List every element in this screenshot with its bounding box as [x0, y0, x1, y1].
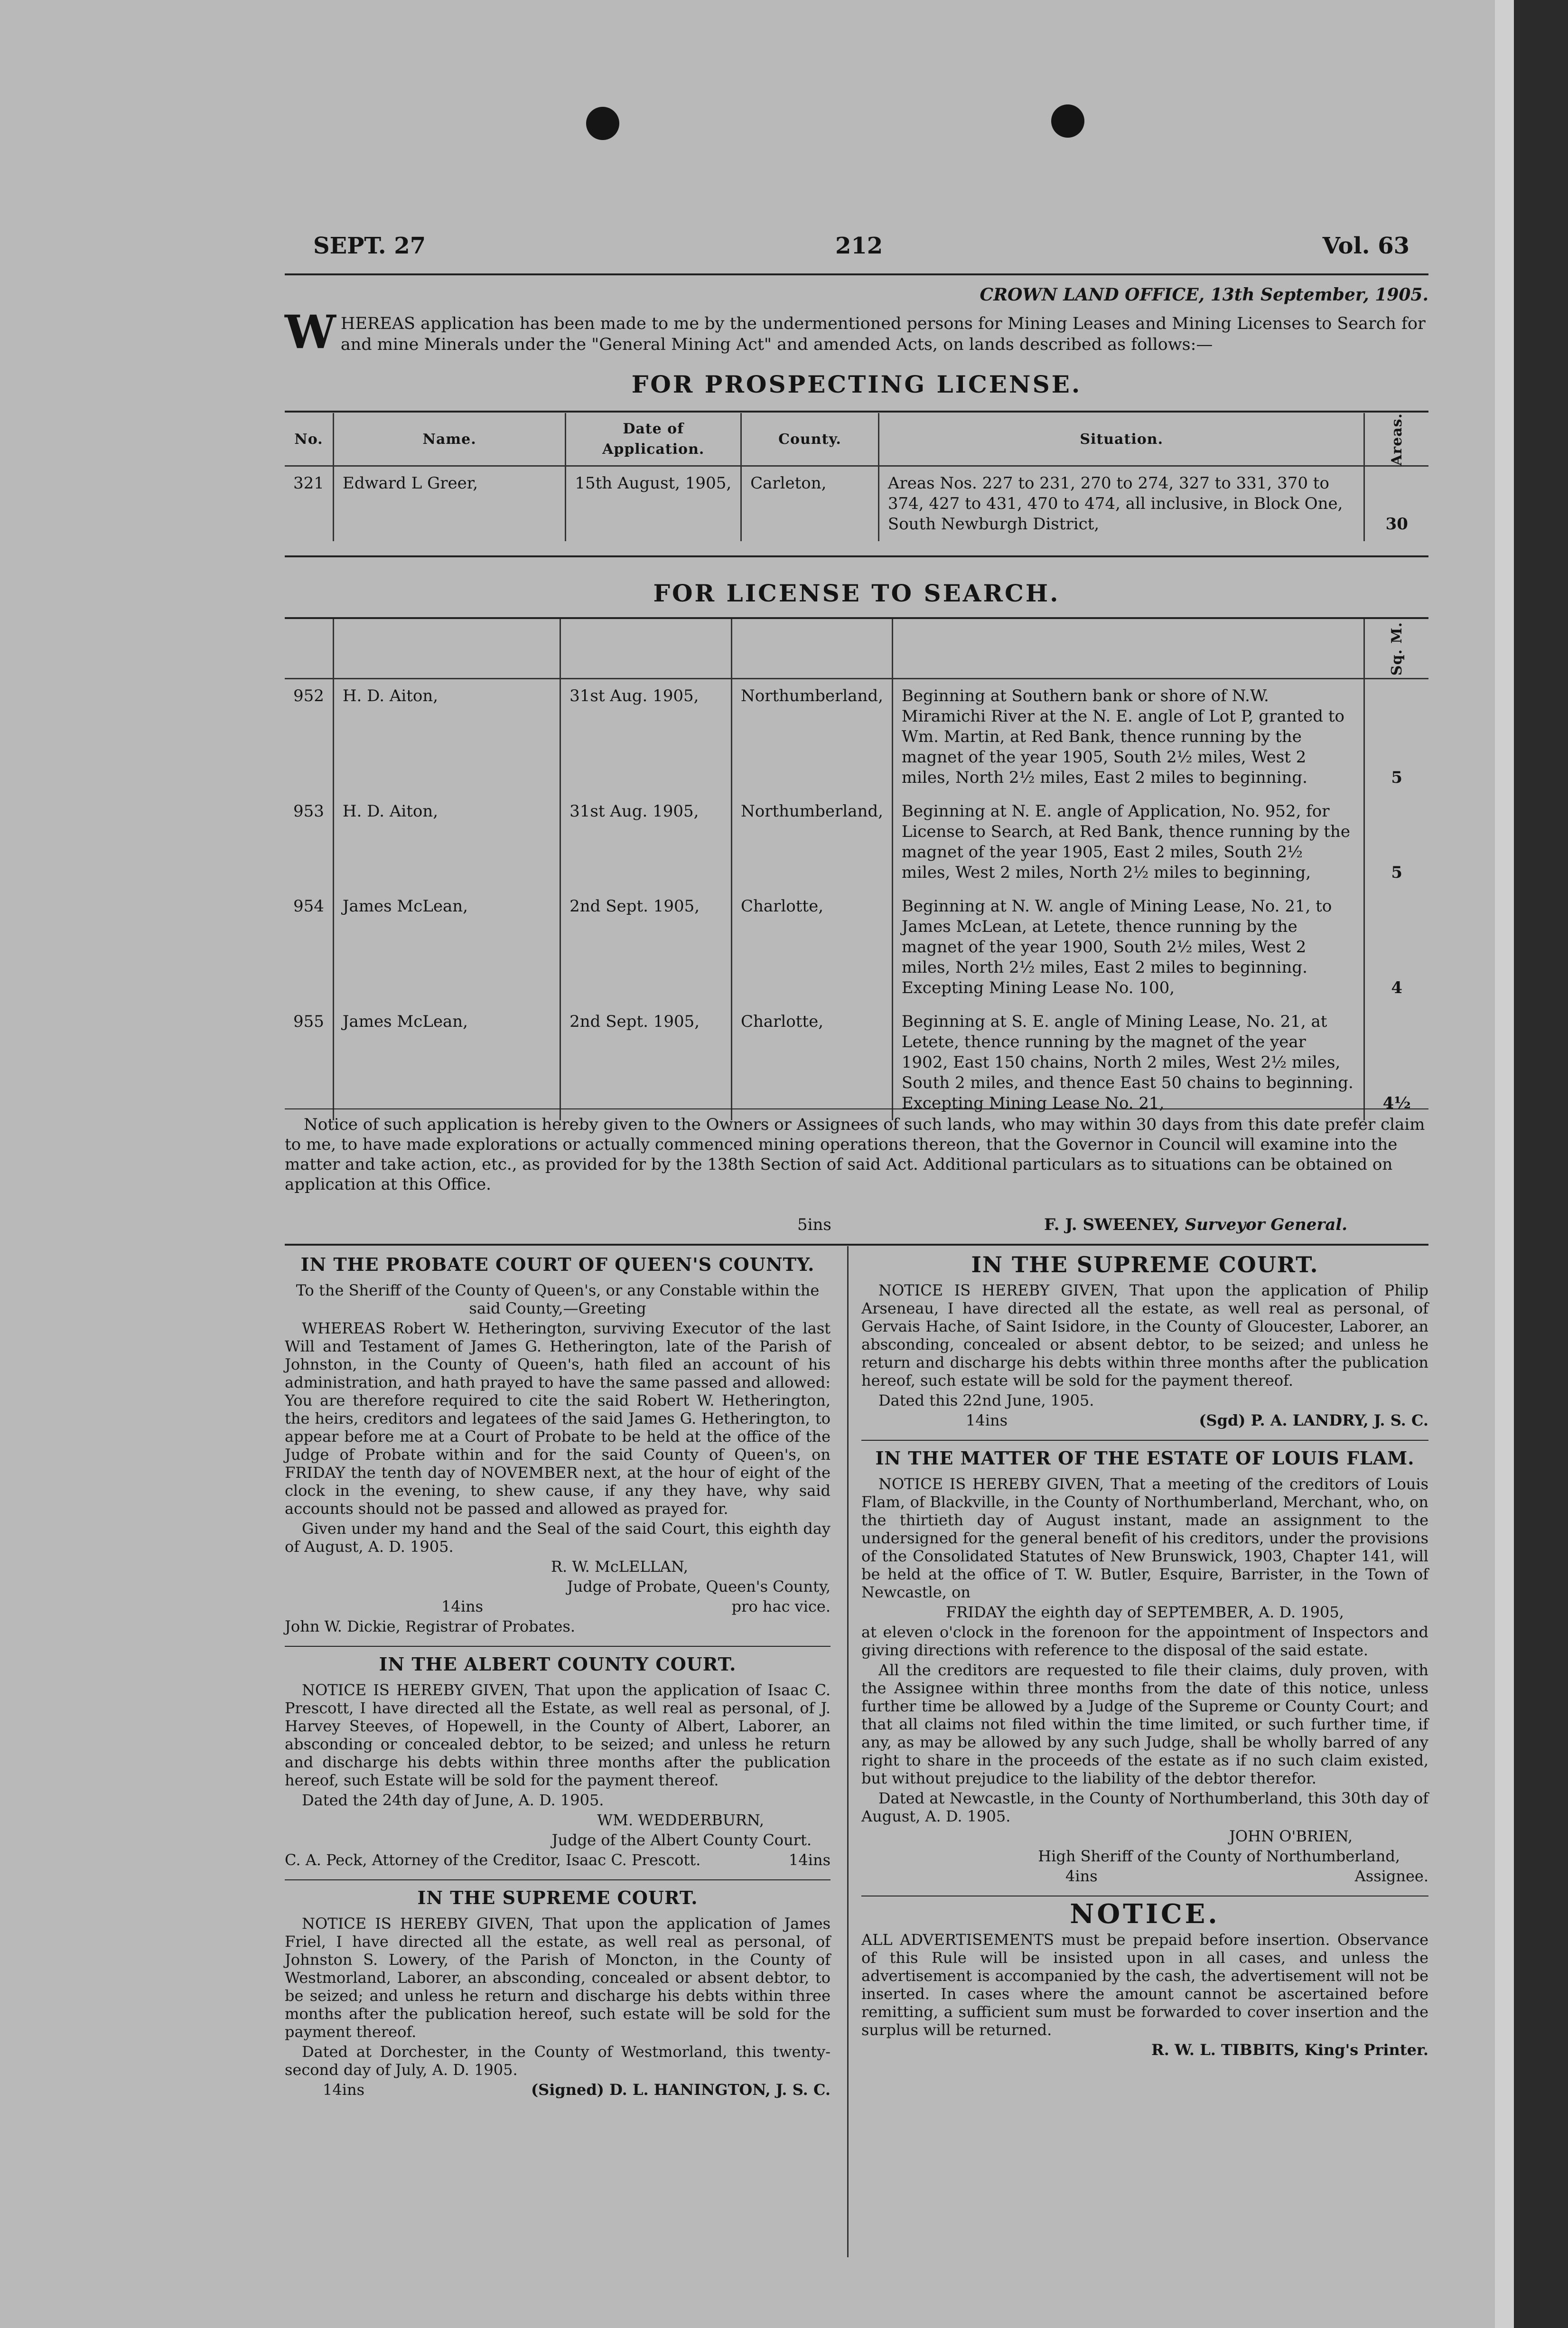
crown-notice-rule: [285, 1244, 1428, 1246]
supreme-right-body: NOTICE IS HEREBY GIVEN, That upon the application of Philip Arseneau, I have directed all the estate, as well real as personal, of Gervais Hache, of Saint Isidore, in the County of Gloucester, Laborer, an absconding, concealed or absent debtor, to be seized; and unless he return and discharge his debts within three months after the publication hereof, such estate will be sold for the payment thereof.: [861, 1281, 1428, 1389]
albert-attorney: C. A. Peck, Attorney of the Creditor, Isaac C. Prescott.: [285, 1851, 701, 1869]
probate-address: To the Sheriff of the County of Queen's, or any Constable within the said County,—Greeting: [296, 1281, 820, 1317]
albert-body: NOTICE IS HEREBY GIVEN, That upon the application of Isaac C. Prescott, I have directed all the Estate, as well real as personal, of J. Harvey Steeves, of Hopewell, in the County of Albert, Laborer, an absconding or concealed debtor, to be seized; and unless he return and discharge his debts within three months after the publication hereof, such Estate will be sold for the payment thereof.: [285, 1681, 831, 1789]
table-row: [285, 679, 1428, 795]
probate-signer: R. W. McLELLAN,: [551, 1558, 688, 1576]
crown-notice-signature: F. J. SWEENEY, Surveyor General.: [1044, 1215, 1348, 1234]
search-table: [285, 619, 1428, 1120]
row-name: H. D. Aiton,: [333, 795, 560, 890]
crown-notice-text: Notice of such application is hereby given to the Owners or Assignees of such lands, who may within 30 days from this date prefer claim to me, to have made explorations or actually commenced mining operations thereon, that the Governor in Council will examine into the matter and take action, etc., as provided for by the 138th Section of said Act. Additional particulars as to situations can be obtained on application at this Office.: [285, 1115, 1425, 1194]
row-date: 2nd Sept. 1905,: [560, 890, 732, 1005]
row-area: 5: [1391, 768, 1403, 787]
albert-title: IN THE ALBERT COUNTY COURT.: [379, 1653, 737, 1675]
flam-body2: at eleven o'clock in the forenoon for the appointment of Inspectors and giving directions with reference to the disposal of the said estate.: [861, 1623, 1428, 1659]
column-divider: [847, 1246, 849, 2257]
search-header-row: [285, 619, 1428, 679]
supreme-left-ins: 14ins: [323, 2081, 364, 2099]
table-row: [285, 795, 1428, 890]
flam-ins: 4ins: [1065, 1867, 1098, 1885]
right-column: [861, 1252, 1428, 2069]
probate-registrar: John W. Dickie, Registrar of Probates.: [285, 1617, 576, 1635]
row-no: 952: [285, 679, 333, 795]
prospecting-table: [285, 413, 1428, 541]
header-page-number: 212: [835, 233, 883, 259]
row-situation: Beginning at N. W. angle of Mining Lease, No. 21, to James McLean, at Letete, thence running by the magnet of the year 1900, South 2½ miles, West 2 miles, North 2½ miles, East 2 miles to beginning. Excepting Mining Lease No. 100,: [892, 890, 1364, 1005]
flam-assignee: Assignee.: [1354, 1867, 1428, 1885]
supreme-right-title: IN THE SUPREME COURT.: [971, 1252, 1319, 1277]
row-date: 31st Aug. 1905,: [560, 679, 732, 795]
crown-notice-ins: 5ins: [797, 1215, 831, 1234]
row-no: 953: [285, 795, 333, 890]
binding-hole-left: [586, 107, 619, 140]
albert-dated: Dated the 24th day of June, A. D. 1905.: [302, 1791, 604, 1809]
probate-ins: 14ins: [441, 1597, 483, 1615]
row-county: Charlotte,: [731, 890, 892, 1005]
flam-body: NOTICE IS HEREBY GIVEN, That a meeting of the creditors of Louis Flam, of Blackville, in the County of Northumberland, Merchant, who, on the thirtieth day of August instant, made an assignment to the undersigned for the general benefit of his creditors, under the provisions of the Consolidated Statutes of New Brunswick, 1903, Chapter 141, will be held at the office of T. W. Butler, Esquire, Barrister, in the Town of Newcastle, on: [861, 1475, 1428, 1601]
row-name: James McLean,: [333, 1005, 560, 1120]
row-date: 31st Aug. 1905,: [560, 795, 732, 890]
page-header: [285, 228, 1428, 261]
supreme-left-body: NOTICE IS HEREBY GIVEN, That upon the application of James Friel, I have directed all the estate, as well real as personal, of Johnston S. Lowery, of the Parish of Moncton, in the County of Westmorland, Laborer, an absconding, concealed or absent debtor, to be seized; and unless he return and discharge his debts within three months after the publication hereof, such estate will be sold for the payment thereof.: [285, 1915, 831, 2041]
col-sq-m: Sq. M.: [1364, 619, 1428, 679]
supreme-left-signature: (Signed) D. L. HANINGTON, J. S. C.: [531, 2081, 831, 2099]
supreme-right-signature: (Sgd) P. A. LANDRY, J. S. C.: [1199, 1411, 1428, 1429]
table-row: [285, 466, 1428, 542]
row-county: Northumberland,: [731, 795, 892, 890]
adjacent-page-strip: [1495, 0, 1514, 2328]
advertising-notice: [861, 1898, 1428, 2059]
albert-ins: 14ins: [789, 1851, 831, 1869]
drop-cap: W: [285, 305, 336, 359]
row-area: 5: [1391, 863, 1403, 882]
albert-signer-title: Judge of the Albert County Court.: [551, 1831, 812, 1849]
header-rule: [285, 273, 1428, 275]
albert-notice: [285, 1655, 831, 1869]
gazette-page: [285, 228, 1428, 2279]
left-column: [285, 1256, 831, 2109]
col-areas: Areas.: [1364, 413, 1428, 466]
row-no: 321: [285, 466, 333, 542]
supreme-left-title: IN THE SUPREME COURT.: [417, 1887, 698, 1908]
search-bottom-rule: [285, 1108, 1428, 1109]
supreme-right-ins: 14ins: [966, 1411, 1008, 1429]
col-no: No.: [285, 413, 333, 466]
crown-land-office-dateline: CROWN LAND OFFICE, 13th September, 1905.: [980, 285, 1428, 305]
header-date: SEPT. 27: [313, 233, 426, 259]
probate-title: IN THE PROBATE COURT OF QUEEN'S COUNTY.: [300, 1254, 815, 1275]
row-area: 30: [1385, 515, 1408, 534]
col-county: County.: [741, 413, 879, 466]
flam-signer-title: High Sheriff of the County of Northumberland,: [1038, 1847, 1400, 1865]
flam-title: IN THE MATTER OF THE ESTATE OF LOUIS FLAM.: [875, 1447, 1415, 1469]
col-name: Name.: [333, 413, 565, 466]
notice-signer: R. W. L. TIBBITS, King's Printer.: [1151, 2041, 1428, 2059]
probate-body: WHEREAS Robert W. Hetherington, surviving Executor of the last Will and Testament of James G. Hetherington, late of the Parish of Johnston, in the County of Queen's, hath filed an account of his administration, and hath prayed to have the same passed and allowed: You are therefore required to cite the said Robert W. Hetherington, the heirs, creditors and legatees of the said James G. Hetherington, to appear before me at a Court of Probate to be held at the office of the Judge of Probate within and for the said County of Queen's, on FRIDAY the tenth day of NOVEMBER next, at the hour of eight of the clock in the evening, to shew cause, if any they have, why said accounts should not be passed and allowed as prayed for.: [285, 1319, 831, 1518]
supreme-right-notice: [861, 1252, 1428, 1429]
row-name: H. D. Aiton,: [333, 679, 560, 795]
row-county: Charlotte,: [731, 1005, 892, 1120]
flam-friday: FRIDAY the eighth day of SEPTEMBER, A. D. 1905,: [946, 1603, 1344, 1621]
binding-hole-right: [1051, 104, 1084, 138]
prospecting-top-rule: [285, 411, 1428, 413]
prospecting-bottom-rule: [285, 555, 1428, 557]
row-date: 15th August, 1905,: [566, 466, 741, 542]
row-no: 954: [285, 890, 333, 1005]
prospecting-license-title: FOR PROSPECTING LICENSE.: [631, 370, 1082, 398]
flam-dated: Dated at Newcastle, in the County of Northumberland, this 30th day of August, A. D. 1905.: [861, 1789, 1428, 1825]
flam-signer: JOHN O'BRIEN,: [1229, 1827, 1353, 1845]
supreme-left-dated: Dated at Dorchester, in the County of Westmorland, this twenty-second day of July, A. D. 1905.: [285, 2043, 831, 2079]
row-area: 4½: [1382, 1094, 1411, 1113]
table-row: [285, 1005, 1428, 1120]
header-volume: Vol. 63: [1322, 233, 1409, 259]
row-date: 2nd Sept. 1905,: [560, 1005, 732, 1120]
notice-body: ALL ADVERTISEMENTS must be prepaid before insertion. Observance of this Rule will be insisted upon in all cases, and unless the advertisement is accompanied by the cash, the advertisement will not be inserted. In cases where the amount cannot be ascertained before remitting, a sufficient sum must be forwarded to cover insertion and the surplus will be returned.: [861, 1931, 1428, 2039]
license-to-search-title: FOR LICENSE TO SEARCH.: [653, 579, 1060, 607]
probate-pro-hac: pro hac vice.: [731, 1597, 831, 1615]
table-row: [285, 890, 1428, 1005]
albert-signer: WM. WEDDERBURN,: [597, 1811, 764, 1829]
row-situation: Beginning at N. E. angle of Application, No. 952, for License to Search, at Red Bank, thence running by the magnet of the year 1905, East 2 miles, South 2½ miles, West 2 miles, North 2½ miles to beginning,: [892, 795, 1364, 890]
probate-signer-title: Judge of Probate, Queen's County,: [567, 1577, 831, 1596]
row-situation: Areas Nos. 227 to 231, 270 to 274, 327 to 331, 370 to 374, 427 to 431, 470 to 474, all inclusive, in Block One, South Newburgh District,: [878, 466, 1364, 542]
row-situation: Beginning at S. E. angle of Mining Lease, No. 21, at Letete, thence running by the magnet of the year 1902, East 150 chains, North 2 miles, West 2½ miles, South 2 miles, and thence East 50 chains to beginning. Excepting Mining Lease No. 21,: [892, 1005, 1364, 1120]
row-name: Edward L Greer,: [333, 466, 565, 542]
supreme-left-notice: [285, 1889, 831, 2099]
row-area: 4: [1391, 978, 1403, 997]
flam-notice: [861, 1449, 1428, 1885]
probate-notice: [285, 1256, 831, 1635]
supreme-right-dated: Dated this 22nd June, 1905.: [878, 1391, 1094, 1409]
notice-title: NOTICE.: [1070, 1898, 1220, 1930]
intro-paragraph: [285, 305, 1428, 359]
probate-given: Given under my hand and the Seal of the said Court, this eighth day of August, A. D. 1905.: [285, 1520, 831, 1556]
intro-text: HEREAS application has been made to me by the undermentioned persons for Mining Leases and Mining Licenses to Search for and mine Minerals under the "General Mining Act" and amended Acts, on lands described as follows:—: [340, 314, 1426, 354]
row-county: Carleton,: [741, 466, 879, 542]
flam-body3: All the creditors are requested to file their claims, duly proven, with the Assignee within three months from the date of this notice, unless further time be allowed by a Judge of the Supreme or County Court; and that all claims not filed within the time limited, or such further time, if any, as may be allowed by any such Judge, shall be wholly barred of any right to share in the proceeds of the estate as if no such claim existed, but without prejudice to the liability of the debtor therefor.: [861, 1661, 1428, 1787]
row-name: James McLean,: [333, 890, 560, 1005]
row-situation: Beginning at Southern bank or shore of N.W. Miramichi River at the N. E. angle of Lot P, granted to Wm. Martin, at Red Bank, thence running by the magnet of the year 1905, South 2½ miles, West 2 miles, North 2½ miles, East 2 miles to beginning.: [892, 679, 1364, 795]
prospecting-header-row: [285, 413, 1428, 466]
col-situation: Situation.: [878, 413, 1364, 466]
row-no: 955: [285, 1005, 333, 1120]
col-date: Date of Application.: [566, 413, 741, 466]
row-county: Northumberland,: [731, 679, 892, 795]
